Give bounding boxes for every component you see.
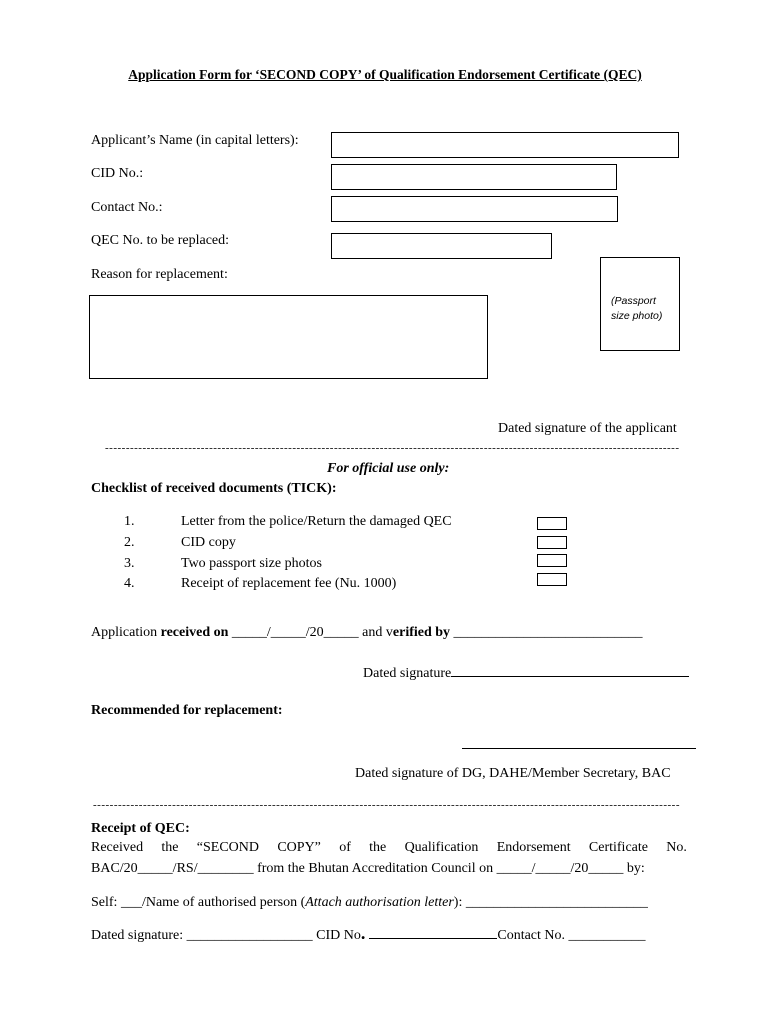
recommended-label: Recommended for replacement:	[91, 703, 283, 718]
receipt-line-1	[91, 840, 687, 856]
received-verified-line	[91, 625, 643, 641]
applicant-name-label: Applicant’s Name (in capital letters):	[91, 133, 299, 148]
self-prefix: Self: ___/Name of authorised person (	[91, 895, 306, 910]
divider-line: ---------------------------------------------------------------------------------------------------------------------------------------------	[93, 799, 680, 811]
checkbox-police-letter[interactable]	[537, 517, 567, 530]
self-suffix[interactable]: ): __________________________	[453, 895, 648, 910]
receipt-word: the	[369, 840, 387, 855]
receipt-word: Certificate	[588, 840, 648, 855]
checklist-number: 3.	[124, 556, 135, 571]
official-dated-signature	[363, 666, 689, 682]
receipt-word: Received	[91, 840, 144, 855]
receipt-word: the	[161, 840, 179, 855]
receipt-heading: Receipt of QEC:	[91, 821, 190, 836]
receipt-word: “SECOND	[196, 840, 260, 855]
dg-signature-line[interactable]	[462, 748, 696, 749]
checkbox-photos[interactable]	[537, 554, 567, 567]
received-on-label: received on	[160, 625, 229, 640]
receipt-word: Qualification	[404, 840, 479, 855]
photo-label-line2: size photo)	[611, 310, 663, 322]
dg-signature-label: Dated signature of DG, DAHE/Member Secretary, BAC	[355, 766, 671, 781]
receipt-word: of	[339, 840, 351, 855]
receipt-contact: Contact No. ___________	[497, 928, 646, 943]
checkbox-cid-copy[interactable]	[537, 536, 567, 549]
verified-v: v	[385, 625, 393, 640]
official-use-heading: For official use only:	[327, 461, 450, 476]
applicant-name-field[interactable]	[331, 132, 679, 158]
checklist-item-photos: Two passport size photos	[181, 556, 322, 571]
form-title: Application Form for ‘SECOND COPY’ of Qualification Endorsement Certificate (QEC)	[128, 67, 642, 82]
checkbox-fee-receipt[interactable]	[537, 573, 567, 586]
cid-blank-line[interactable]	[369, 937, 497, 939]
passport-photo-box	[600, 257, 680, 351]
receipt-line-2: BAC/20_____/RS/________ from the Bhutan Accreditation Council on _____/_____/20_____ by:	[91, 861, 645, 876]
checklist-item-cid-copy: CID copy	[181, 535, 236, 550]
verified-by-blank[interactable]: ___________________________	[450, 625, 643, 640]
receipt-signature-prefix: Dated signature: __________________ CID No	[91, 928, 361, 943]
dated-signature-label: Dated signature	[363, 666, 452, 681]
cid-label: CID No.:	[91, 166, 144, 181]
checklist-title: Checklist of received documents (TICK):	[91, 481, 337, 496]
received-date-blank[interactable]: _____/_____/20_____ and	[228, 625, 386, 640]
checklist-item-fee-receipt: Receipt of replacement fee (Nu. 1000)	[181, 576, 397, 591]
cid-field[interactable]	[331, 164, 617, 190]
verified-by-label: erified by	[392, 625, 451, 640]
checklist-number: 1.	[124, 514, 135, 529]
contact-field[interactable]	[331, 196, 618, 222]
applicant-signature-label: Dated signature of the applicant	[498, 421, 677, 436]
checklist-item-police-letter: Letter from the police/Return the damaged QEC	[181, 514, 452, 529]
self-authorised-line	[91, 895, 648, 911]
receipt-signature-line	[91, 923, 646, 944]
divider-line: ------------------------------------------------------------------------------------------------------------------------------------------	[105, 442, 680, 454]
reason-textarea[interactable]	[89, 295, 488, 379]
checklist-number: 4.	[124, 576, 135, 591]
checklist-number: 2.	[124, 535, 135, 550]
receipt-word: Endorsement	[496, 840, 571, 855]
reason-label: Reason for replacement:	[91, 267, 228, 282]
photo-label-line1: (Passport	[611, 295, 656, 307]
received-prefix: Application	[91, 625, 161, 640]
qec-number-field[interactable]	[331, 233, 552, 259]
qec-number-label: QEC No. to be replaced:	[91, 233, 230, 248]
dated-signature-line[interactable]	[451, 675, 689, 677]
contact-label: Contact No.:	[91, 200, 163, 215]
authorisation-note: Attach authorisation letter	[305, 895, 454, 910]
receipt-word: No.	[666, 840, 687, 855]
receipt-word: COPY”	[277, 840, 321, 855]
cid-dot: .	[360, 923, 366, 943]
